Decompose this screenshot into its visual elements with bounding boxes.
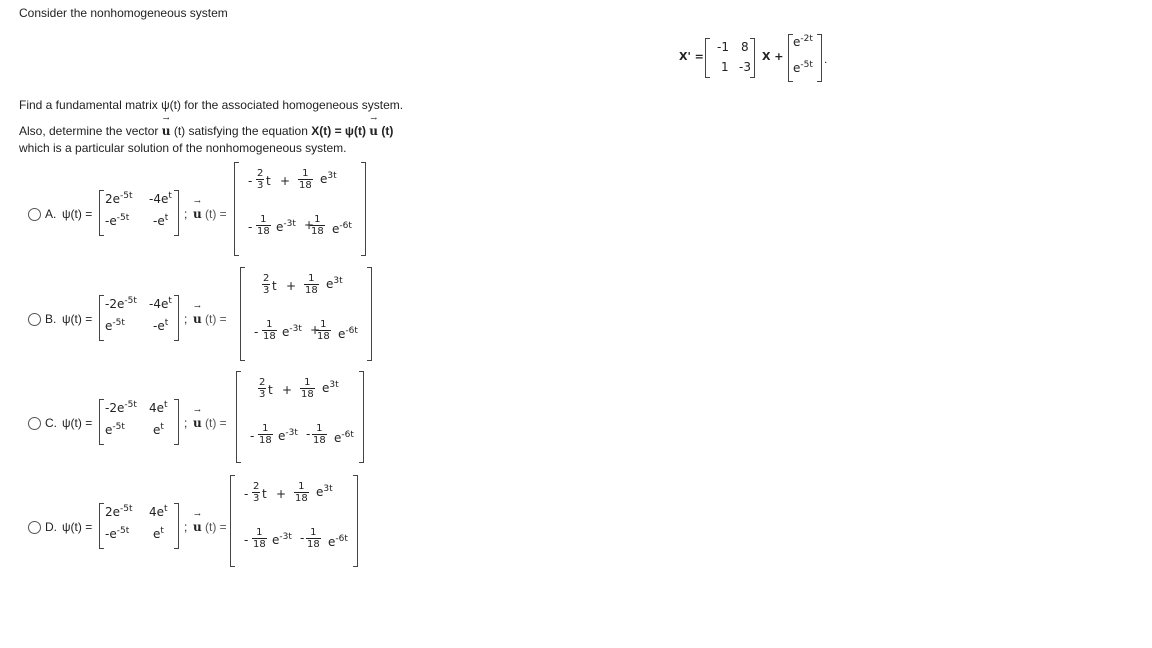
exp-term: $e^{-6t}$ (338, 326, 358, 341)
psi-entry: $4e^t$ (149, 400, 168, 415)
fraction (258, 423, 273, 446)
u-vector-symbol: → u (193, 520, 202, 534)
exp-term: $e^{3t}$ (320, 171, 337, 186)
fraction-numerator: 2 (263, 273, 270, 284)
psi-entry: $-2e^{-5t}$ (105, 400, 137, 415)
u-vector (240, 267, 372, 361)
u-bottom-entry (248, 212, 358, 246)
radio-button[interactable] (28, 417, 41, 430)
system-x-plus: X + (762, 50, 784, 63)
fraction-numerator: 1 (308, 273, 315, 284)
u-vector (230, 475, 358, 567)
u-top-entry (248, 166, 358, 198)
psi-label: ψ(t) = (62, 207, 93, 221)
fraction-denominator: 18 (295, 493, 308, 504)
instruction-line-1: Find a fundamental matrix ψ(t) for the associated homogeneous system. (19, 98, 404, 112)
system-lhs: X' = (679, 50, 704, 63)
psi-entry: $e^t$ (153, 422, 164, 437)
exp-term: $e^{3t}$ (322, 380, 339, 395)
psi-entry: $-e^{-5t}$ (105, 526, 130, 541)
sign: - (250, 429, 255, 443)
forcing-top: $e^{-2t}$ (793, 34, 813, 49)
fraction-denominator: 18 (307, 539, 320, 550)
exp-term: $e^{-6t}$ (334, 430, 354, 445)
u-top-entry (254, 271, 364, 303)
radio-button[interactable] (28, 208, 41, 221)
radio-button[interactable] (28, 313, 41, 326)
option-letter: D. (45, 520, 57, 534)
sign: + (310, 323, 321, 337)
fraction (312, 423, 327, 446)
psi-entry: $-4e^t$ (149, 191, 172, 206)
system-matrix-a12: 8 (741, 40, 749, 54)
sign: - (300, 531, 305, 545)
psi-entry: $-e^t$ (153, 318, 169, 333)
fraction-numerator: 2 (259, 377, 266, 388)
sign: - (248, 174, 253, 188)
u-bottom-entry (250, 421, 360, 455)
sign: + (282, 383, 293, 397)
system-forcing-vector (788, 34, 822, 82)
question-intro: Consider the nonhomogeneous system (19, 6, 228, 20)
fraction-numerator: 2 (257, 168, 264, 179)
psi-matrix (99, 399, 179, 445)
fraction-denominator: 18 (263, 331, 276, 342)
fraction (300, 377, 315, 400)
variable-t: t (266, 174, 271, 188)
fraction (258, 377, 266, 400)
exp-term: $e^{-6t}$ (328, 534, 348, 549)
fraction (304, 273, 319, 296)
fraction-numerator: 1 (316, 423, 323, 434)
fraction-numerator: 1 (260, 214, 267, 225)
fraction-denominator: 18 (305, 285, 318, 296)
fraction (298, 168, 313, 191)
exp-term: $e^{-6t}$ (332, 221, 352, 236)
exp-term: $e^{3t}$ (326, 276, 343, 291)
fraction-numerator: 1 (256, 527, 263, 538)
fraction-denominator: 18 (301, 389, 314, 400)
option-d[interactable] (0, 475, 400, 575)
u-bottom-entry (254, 317, 364, 351)
separator: ; (184, 520, 188, 534)
sign: - (244, 533, 249, 547)
sign: - (248, 220, 253, 234)
option-letter: B. (45, 312, 57, 326)
variable-t: t (272, 279, 277, 293)
psi-entry: $2e^{-5t}$ (105, 191, 133, 206)
u-vector (236, 371, 364, 463)
sign: + (286, 279, 297, 293)
exp-term: $e^{3t}$ (316, 484, 333, 499)
fraction-denominator: 3 (259, 389, 266, 400)
fraction-numerator: 2 (253, 481, 260, 492)
u-vector-symbol: → u (193, 312, 202, 326)
fraction-denominator: 18 (311, 226, 324, 237)
separator: ; (184, 312, 188, 326)
exp-term: $e^{-3t}$ (276, 219, 296, 234)
fraction-numerator: 1 (262, 423, 269, 434)
psi-matrix (99, 190, 179, 236)
system-matrix (705, 38, 755, 78)
u-label: (t) = (205, 207, 227, 221)
psi-label: ψ(t) = (62, 312, 93, 326)
forcing-bottom: $e^{-5t}$ (793, 60, 813, 75)
fraction (256, 214, 271, 237)
sign: + (304, 218, 315, 232)
psi-matrix (99, 295, 179, 341)
fraction-denominator: 3 (253, 493, 260, 504)
option-c[interactable] (0, 371, 400, 471)
u-vector-symbol-eq: → u (369, 124, 378, 138)
u-vector-symbol: → u (162, 124, 171, 138)
u-bottom-entry (244, 525, 354, 559)
fraction-numerator: 1 (304, 377, 311, 388)
option-letter: A. (45, 207, 57, 221)
fraction-numerator: 1 (310, 527, 317, 538)
psi-entry: $4e^t$ (149, 504, 168, 519)
system-period: . (824, 52, 828, 66)
fraction-denominator: 3 (263, 285, 270, 296)
psi-matrix (99, 503, 179, 549)
instruction-line-3: which is a particular solution of the nonhomogeneous system. (19, 141, 347, 155)
u-vector (234, 162, 366, 256)
u-top-entry (244, 479, 354, 511)
psi-entry: $e^t$ (153, 526, 164, 541)
fraction (310, 214, 325, 237)
psi-entry: $-2e^{-5t}$ (105, 296, 137, 311)
psi-entry: $e^{-5t}$ (105, 318, 125, 333)
psi-entry: $-4e^t$ (149, 296, 172, 311)
sign: + (276, 487, 287, 501)
sign: - (244, 487, 249, 501)
sign: - (254, 325, 259, 339)
u-label: (t) = (205, 416, 227, 430)
fraction-denominator: 18 (259, 435, 272, 446)
variable-t: t (262, 487, 267, 501)
system-matrix-a22: -3 (739, 60, 751, 74)
system-matrix-a11: -1 (717, 40, 729, 54)
fraction-denominator: 3 (257, 180, 264, 191)
exp-term: $e^{-3t}$ (278, 428, 298, 443)
option-b[interactable] (0, 267, 400, 367)
option-letter: C. (45, 416, 57, 430)
fraction-denominator: 18 (317, 331, 330, 342)
instruction-line-2: Also, determine the vector → u (t) satisfying the equation X(t) = ψ(t) → u (t) (19, 124, 393, 138)
psi-label: ψ(t) = (62, 520, 93, 534)
separator: ; (184, 207, 188, 221)
fraction-numerator: 1 (302, 168, 309, 179)
system-matrix-a21: 1 (721, 60, 729, 74)
fraction (262, 319, 277, 342)
exp-term: $e^{-3t}$ (282, 324, 302, 339)
fraction-numerator: 1 (298, 481, 305, 492)
fraction-numerator: 1 (314, 214, 321, 225)
fraction (252, 527, 267, 550)
fraction-denominator: 18 (257, 226, 270, 237)
fraction-denominator: 18 (313, 435, 326, 446)
option-a[interactable] (0, 162, 400, 262)
psi-entry: $2e^{-5t}$ (105, 504, 133, 519)
variable-t: t (268, 383, 273, 397)
fraction (316, 319, 331, 342)
fraction-numerator: 1 (266, 319, 273, 330)
u-vector-symbol: → u (193, 207, 202, 221)
psi-label: ψ(t) = (62, 416, 93, 430)
psi-entry: $-e^{-5t}$ (105, 213, 130, 228)
psi-entry: $e^{-5t}$ (105, 422, 125, 437)
fraction (256, 168, 264, 191)
fraction (262, 273, 270, 296)
fraction (306, 527, 321, 550)
sign: - (306, 427, 311, 441)
u-label: (t) = (205, 520, 227, 534)
fraction-denominator: 18 (299, 180, 312, 191)
separator: ; (184, 416, 188, 430)
fraction-numerator: 1 (320, 319, 327, 330)
fraction (252, 481, 260, 504)
u-label: (t) = (205, 312, 227, 326)
exp-term: $e^{-3t}$ (272, 532, 292, 547)
radio-button[interactable] (28, 521, 41, 534)
fraction (294, 481, 309, 504)
psi-entry: $-e^t$ (153, 213, 169, 228)
fraction-denominator: 18 (253, 539, 266, 550)
sign: + (280, 174, 291, 188)
u-top-entry (250, 375, 360, 407)
u-vector-symbol: → u (193, 416, 202, 430)
